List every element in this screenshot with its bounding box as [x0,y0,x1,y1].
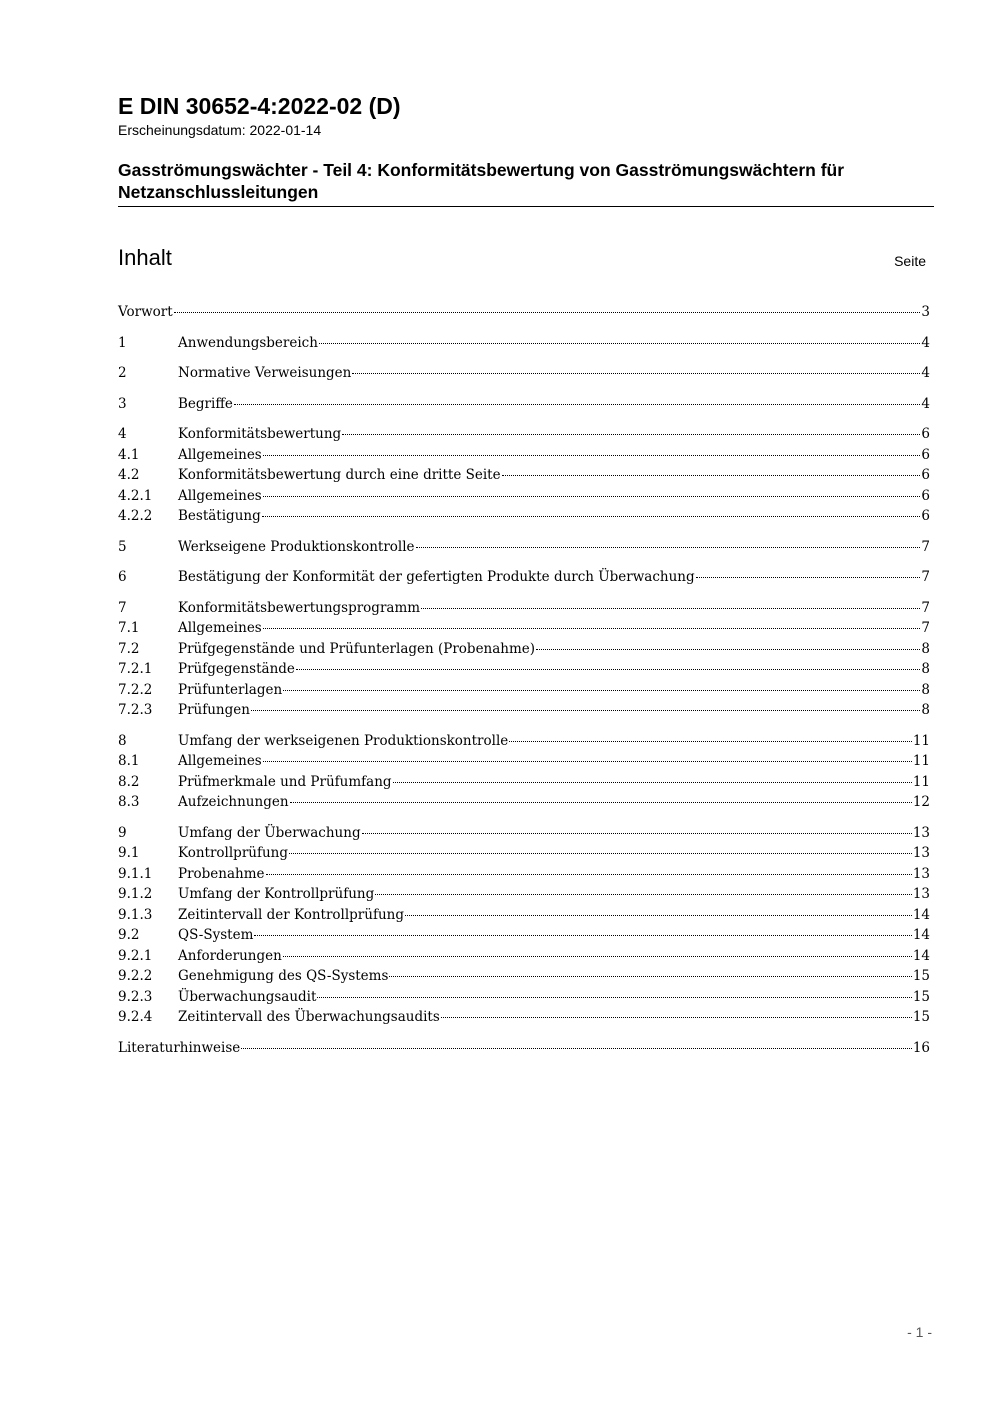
toc-entry-page: 7 [921,600,930,616]
toc-entry-page: 14 [912,907,930,923]
toc-entry[interactable] [118,925,930,945]
toc-entry-title: Konformitätsbewertung [178,426,342,442]
toc-dot-leader [254,935,911,936]
toc-entry-number: 9.1.3 [118,907,153,923]
toc-entry[interactable] [118,506,930,526]
toc-entry-page: 7 [921,539,930,555]
toc-entry-page: 6 [921,467,930,483]
toc-entry-number: 9.2.4 [118,1009,153,1025]
toc-dot-leader [234,404,921,405]
toc-entry[interactable] [118,772,930,792]
toc-entry-number: 8.3 [118,794,140,810]
toc-entry[interactable] [118,823,930,843]
toc-dot-leader [536,649,920,650]
toc-entry-page: 4 [921,396,930,412]
toc-entry-title: Umfang der Kontrollprüfung [178,886,375,902]
toc-entry-page: 4 [921,335,930,351]
toc-entry[interactable] [118,639,930,659]
toc-entry-page: 6 [921,447,930,463]
toc-entry-title: Allgemeines [178,620,262,636]
toc-entry-page: 15 [912,968,930,984]
toc-dot-leader [416,547,921,548]
toc-entry-title: Allgemeines [178,753,262,769]
toc-dot-leader [421,608,920,609]
toc-entry-page: 11 [912,774,930,790]
toc-dot-leader [296,669,920,670]
toc-entry-number: 9.1.2 [118,886,153,902]
toc-dot-leader [251,710,920,711]
toc-entry-title: Prüfmerkmale und Prüfumfang [178,774,392,790]
toc-dot-leader [319,343,920,344]
toc-entry-title: Begriffe [178,396,233,412]
toc-entry-page: 14 [912,927,930,943]
toc-entry[interactable] [118,987,930,1007]
toc-entry-title: Bestätigung der Konformität der gefertigten Produkte durch Überwachung [178,569,695,585]
toc-dot-leader [375,894,912,895]
toc-entry-title: Umfang der werkseigenen Produktionskontrolle [178,733,509,749]
toc-entry[interactable] [118,864,930,884]
toc-entry-page: 4 [921,365,930,381]
toc-entry-title: Vorwort [118,304,173,320]
toc-entry-page: 13 [912,886,930,902]
toc-entry[interactable] [118,1038,930,1058]
toc-entry[interactable] [118,731,930,751]
toc-dot-leader [509,741,912,742]
toc-dot-leader [263,496,921,497]
toc-entry-title: Umfang der Überwachung [178,825,361,841]
toc-entry-number: 9.1 [118,845,140,861]
toc-entry-title: Zeitintervall des Überwachungsaudits [178,1009,440,1025]
toc-entry[interactable] [118,424,930,444]
toc-dot-leader [283,690,920,691]
toc-entry-number: 1 [118,335,127,351]
toc-entry[interactable] [118,567,930,587]
toc-entry-title: Zeitintervall der Kontrollprüfung [178,907,404,923]
toc-entry-title: Allgemeines [178,447,262,463]
toc-entry[interactable] [118,843,930,863]
toc-dot-leader [342,434,920,435]
toc-entry-number: 6 [118,569,127,585]
toc-entry-page: 16 [912,1040,930,1056]
toc-dot-leader [263,628,921,629]
toc-entry-page: 12 [912,794,930,810]
toc-entry-number: 9 [118,825,127,841]
toc-entry-number: 4.2 [118,467,140,483]
toc-dot-leader [174,312,921,313]
toc-entry-title: Kontrollprüfung [178,845,289,861]
toc-dot-leader [352,373,920,374]
toc-entry-number: 8 [118,733,127,749]
toc-entry[interactable] [118,966,930,986]
document-title: Gasströmungswächter - Teil 4: Konformitätsbewertung von Gasströmungswächtern für Netzanschlussleitungen [118,160,845,202]
toc-entry-page: 6 [921,508,930,524]
toc-entry-page: 8 [921,682,930,698]
toc-entry-title: Normative Verweisungen [178,365,352,381]
toc-entry-title: Konformitätsbewertungsprogramm [178,600,421,616]
toc-entry[interactable] [118,445,930,465]
toc-entry-page: 7 [921,620,930,636]
toc-entry-page: 8 [921,661,930,677]
toc-entry-page: 13 [912,845,930,861]
toc-entry-page: 7 [921,569,930,585]
toc-dot-leader [393,782,912,783]
toc-entry-number: 7.2 [118,641,140,657]
toc-entry-number: 8.2 [118,774,140,790]
toc-entry[interactable] [118,537,930,557]
toc-dot-leader [263,761,912,762]
toc-dot-leader [266,874,912,875]
toc-entry-title: Prüfunterlagen [178,682,283,698]
toc-entry-number: 5 [118,539,127,555]
toc-entry-page: 8 [921,702,930,718]
publication-date: Erscheinungsdatum: 2022-01-14 [118,122,322,138]
toc-entry-number: 9.1.1 [118,866,153,882]
toc-entry-title: Anwendungsbereich [178,335,318,351]
toc-dot-leader [241,1048,912,1049]
toc-entry[interactable] [118,618,930,638]
toc-entry-title: QS-System [178,927,254,943]
toc-page-column-label: Seite [894,253,926,269]
toc-entry[interactable] [118,680,930,700]
toc-dot-leader [502,475,921,476]
toc-entry-number: 9.2.2 [118,968,153,984]
toc-entry-number: 4.2.2 [118,508,153,524]
toc-entry[interactable] [118,905,930,925]
toc-entry-number: 7.1 [118,620,140,636]
toc-entry[interactable] [118,751,930,771]
table-of-contents [118,0,930,1403]
toc-heading: Inhalt [118,245,172,270]
toc-entry-number: 9.2 [118,927,140,943]
toc-entry-page: 6 [921,488,930,504]
toc-entry-title: Überwachungsaudit [178,989,317,1005]
toc-entry-page: 11 [912,733,930,749]
toc-entry-title: Literaturhinweise [118,1040,241,1056]
toc-entry-number: 7.2.1 [118,661,153,677]
toc-entry-title: Werkseigene Produktionskontrolle [178,539,415,555]
toc-entry-title: Genehmigung des QS-Systems [178,968,389,984]
toc-dot-leader [389,976,911,977]
toc-entry-page: 13 [912,866,930,882]
footer-page-number: - 1 - [907,1324,932,1340]
toc-entry-title: Aufzeichnungen [178,794,289,810]
toc-dot-leader [283,956,912,957]
toc-dot-leader [441,1017,912,1018]
toc-dot-leader [262,516,921,517]
toc-entry-title: Prüfungen [178,702,250,718]
toc-dot-leader [290,802,912,803]
toc-dot-leader [289,853,912,854]
toc-entry-title: Anforderungen [178,948,282,964]
toc-dot-leader [317,997,911,998]
document-id: E DIN 30652-4:2022-02 (D) [118,93,401,119]
toc-entry-number: 9.2.1 [118,948,153,964]
toc-entry[interactable] [118,333,930,353]
toc-entry-number: 4 [118,426,127,442]
toc-entry-title: Probenahme [178,866,265,882]
toc-entry[interactable] [118,1007,930,1027]
toc-entry-title: Prüfgegenstände und Prüfunterlagen (Probenahme) [178,641,536,657]
toc-entry-number: 2 [118,365,127,381]
toc-dot-leader [696,577,921,578]
toc-entry-page: 3 [921,304,930,320]
toc-entry-title: Allgemeines [178,488,262,504]
toc-entry-number: 4.1 [118,447,140,463]
toc-entry-number: 3 [118,396,127,412]
toc-entry-number: 9.2.3 [118,989,153,1005]
toc-entry-page: 15 [912,989,930,1005]
toc-dot-leader [263,455,921,456]
toc-entry[interactable] [118,792,930,812]
toc-dot-leader [362,833,912,834]
toc-entry[interactable] [118,363,930,383]
toc-entry[interactable] [118,884,930,904]
toc-entry-number: 7 [118,600,127,616]
toc-entry-title: Bestätigung [178,508,261,524]
toc-entry-number: 7.2.2 [118,682,153,698]
toc-entry-page: 11 [912,753,930,769]
toc-entry-title: Konformitätsbewertung durch eine dritte Seite [178,467,501,483]
toc-entry[interactable] [118,394,930,414]
toc-entry[interactable] [118,946,930,966]
toc-entry[interactable] [118,465,930,485]
toc-entry-page: 13 [912,825,930,841]
toc-entry-page: 15 [912,1009,930,1025]
toc-entry[interactable] [118,659,930,679]
toc-entry-number: 8.1 [118,753,140,769]
toc-entry-title: Prüfgegenstände [178,661,295,677]
toc-entry-page: 6 [921,426,930,442]
toc-entry-page: 14 [912,948,930,964]
toc-entry[interactable] [118,302,930,322]
toc-entry[interactable] [118,598,930,618]
toc-entry-number: 7.2.3 [118,702,153,718]
toc-entry-number: 4.2.1 [118,488,153,504]
toc-dot-leader [405,915,912,916]
toc-entry[interactable] [118,486,930,506]
toc-entry[interactable] [118,700,930,720]
toc-entry-page: 8 [921,641,930,657]
